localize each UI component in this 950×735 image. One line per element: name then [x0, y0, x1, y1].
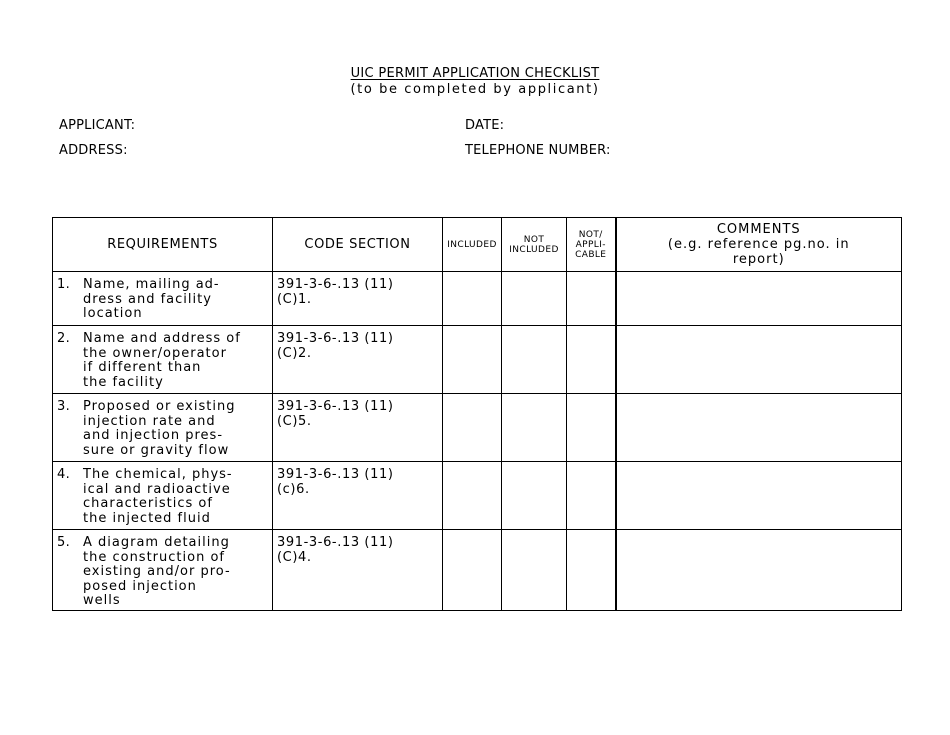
not-applicable-cell[interactable]: [567, 394, 616, 462]
requirement-cell: [53, 530, 273, 611]
requirement-number: 5.: [57, 535, 71, 550]
not-included-cell[interactable]: [502, 394, 567, 462]
col-header-comments: COMMENTS (e.g. reference pg.no. in report): [616, 218, 902, 272]
not-applicable-cell[interactable]: [567, 530, 616, 611]
not-included-cell[interactable]: [502, 326, 567, 394]
included-cell[interactable]: [443, 272, 502, 326]
code-section-cell: 391-3-6-.13 (11) (c)6.: [273, 462, 443, 530]
comments-cell[interactable]: [616, 530, 902, 611]
code-section-cell: 391-3-6-.13 (11) (C)5.: [273, 394, 443, 462]
table-row: [53, 326, 902, 394]
requirement-cell: [53, 326, 273, 394]
requirement-number: 2.: [57, 331, 71, 346]
not-included-cell[interactable]: [502, 530, 567, 611]
not-applicable-cell[interactable]: [567, 462, 616, 530]
requirement-text: The chemical, phys- ical and radioactive characteristics of the injected fluid: [83, 467, 233, 526]
table-row: [53, 530, 902, 611]
requirement-text: Name, mailing ad- dress and facility location: [83, 277, 220, 321]
requirement-text: A diagram detailing the construction of existing and/or pro- posed injection wells: [83, 535, 231, 608]
included-cell[interactable]: [443, 394, 502, 462]
included-cell[interactable]: [443, 462, 502, 530]
address-label: ADDRESS:: [59, 143, 128, 158]
not-included-cell[interactable]: [502, 272, 567, 326]
applicant-label: APPLICANT:: [59, 118, 136, 133]
table-row: [53, 394, 902, 462]
checklist-table: [52, 217, 902, 611]
requirement-cell: [53, 394, 273, 462]
requirement-cell: [53, 462, 273, 530]
not-applicable-cell[interactable]: [567, 326, 616, 394]
requirement-cell: [53, 272, 273, 326]
code-section-cell: 391-3-6-.13 (11) (C)2.: [273, 326, 443, 394]
comments-cell[interactable]: [616, 462, 902, 530]
telephone-label: TELEPHONE NUMBER:: [465, 143, 611, 158]
table-header-row: [53, 218, 902, 272]
col-header-included: INCLUDED: [443, 218, 502, 272]
not-included-cell[interactable]: [502, 462, 567, 530]
page-subtitle: (to be completed by applicant): [350, 82, 600, 97]
not-applicable-cell[interactable]: [567, 272, 616, 326]
table-row: [53, 462, 902, 530]
requirement-number: 3.: [57, 399, 71, 414]
included-cell[interactable]: [443, 326, 502, 394]
requirement-number: 4.: [57, 467, 71, 482]
col-header-requirements: REQUIREMENTS: [53, 218, 273, 272]
page-title: UIC PERMIT APPLICATION CHECKLIST: [350, 66, 600, 81]
col-header-code-section: CODE SECTION: [273, 218, 443, 272]
requirement-text: Name and address of the owner/operator if different than the facility: [83, 331, 241, 390]
comments-cell[interactable]: [616, 326, 902, 394]
date-label: DATE:: [465, 118, 505, 133]
col-header-not-applicable: NOT/ APPLI- CABLE: [567, 218, 616, 272]
requirement-number: 1.: [57, 277, 71, 292]
comments-cell[interactable]: [616, 272, 902, 326]
included-cell[interactable]: [443, 530, 502, 611]
requirement-text: Proposed or existing injection rate and and injection pres- sure or gravity flow: [83, 399, 236, 458]
code-section-cell: 391-3-6-.13 (11) (C)1.: [273, 272, 443, 326]
col-header-not-included: NOT INCLUDED: [502, 218, 567, 272]
table-row: [53, 272, 902, 326]
comments-cell[interactable]: [616, 394, 902, 462]
code-section-cell: 391-3-6-.13 (11) (C)4.: [273, 530, 443, 611]
title-block: [0, 66, 950, 98]
